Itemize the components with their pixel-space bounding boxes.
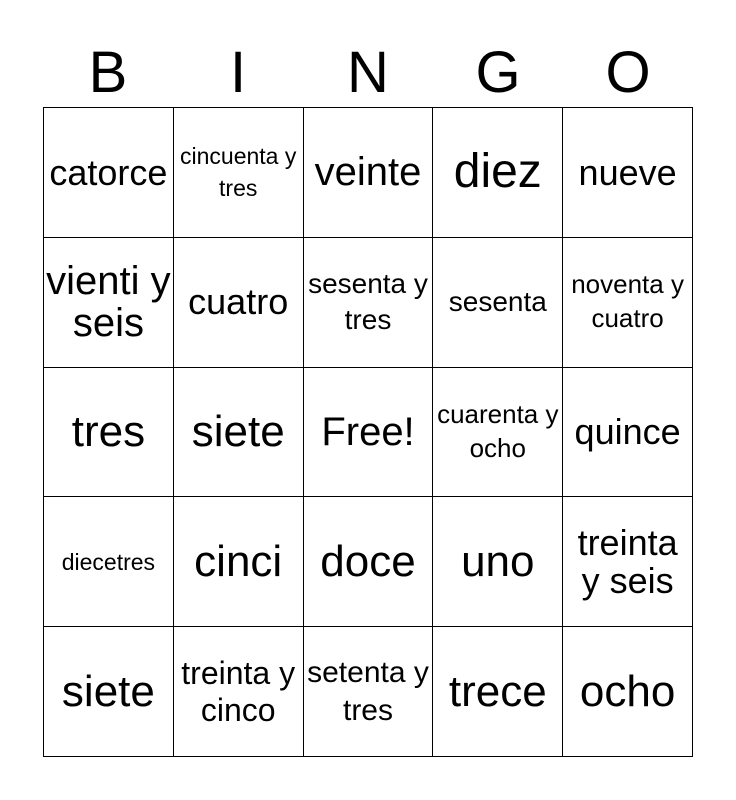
cell-text: cuatro xyxy=(188,281,289,323)
bingo-cell[interactable] xyxy=(174,238,304,368)
header-letter-o: O xyxy=(605,40,651,105)
free-space-cell[interactable] xyxy=(304,368,434,498)
bingo-cell[interactable] xyxy=(563,368,693,498)
bingo-cell[interactable] xyxy=(433,627,563,757)
bingo-cell[interactable] xyxy=(563,497,693,627)
cell-text: cinci xyxy=(194,536,283,586)
cell-text: treinta y seis xyxy=(577,521,678,601)
cell-text: siete xyxy=(61,666,155,716)
header-letter-g: G xyxy=(475,40,521,105)
bingo-cell[interactable] xyxy=(304,108,434,238)
cell-text: nueve xyxy=(578,151,677,193)
cell-text: vienti y seis xyxy=(46,259,171,346)
free-space-text: Free! xyxy=(321,409,415,454)
bingo-cell[interactable] xyxy=(44,627,174,757)
bingo-header xyxy=(43,38,693,108)
bingo-cell[interactable] xyxy=(174,108,304,238)
cell-text: diecetres xyxy=(61,548,156,575)
cell-text: uno xyxy=(461,536,535,586)
cell-text: sesenta y tres xyxy=(308,267,428,336)
bingo-cell[interactable] xyxy=(563,108,693,238)
bingo-cell[interactable] xyxy=(304,497,434,627)
header-letter-i: I xyxy=(229,40,247,105)
cell-text: doce xyxy=(320,536,416,586)
cell-text: tres xyxy=(71,406,146,456)
cell-text: sesenta xyxy=(448,286,547,317)
bingo-cell[interactable] xyxy=(433,368,563,498)
bingo-cell[interactable] xyxy=(174,368,304,498)
bingo-cell[interactable] xyxy=(433,238,563,368)
bingo-cell[interactable] xyxy=(174,627,304,757)
bingo-card-grid xyxy=(43,107,693,757)
bingo-cell[interactable] xyxy=(44,368,174,498)
bingo-cell[interactable] xyxy=(174,497,304,627)
bingo-cell[interactable] xyxy=(563,627,693,757)
bingo-cell[interactable] xyxy=(44,497,174,627)
cell-text: diez xyxy=(453,145,542,199)
bingo-cell[interactable] xyxy=(44,108,174,238)
bingo-cell[interactable] xyxy=(304,238,434,368)
cell-text: treinta y cinco xyxy=(181,654,296,728)
cell-text: quince xyxy=(574,411,681,453)
header-letter-b: B xyxy=(88,40,128,105)
header-letter-n: N xyxy=(347,40,389,105)
bingo-cell[interactable] xyxy=(563,238,693,368)
cell-text: noventa y cuatro xyxy=(571,269,684,334)
cell-text: siete xyxy=(191,406,285,456)
cell-text: veinte xyxy=(314,150,422,195)
bingo-cell[interactable] xyxy=(44,238,174,368)
cell-text: ocho xyxy=(579,666,676,716)
bingo-cell[interactable] xyxy=(433,497,563,627)
cell-text: trece xyxy=(448,666,547,716)
cell-text: cincuenta y tres xyxy=(180,143,297,202)
cell-text: catorce xyxy=(49,151,168,193)
bingo-cell[interactable] xyxy=(304,627,434,757)
cell-text: cuarenta y ocho xyxy=(437,399,559,463)
bingo-cell[interactable] xyxy=(433,108,563,238)
cell-text: setenta y tres xyxy=(307,656,429,727)
